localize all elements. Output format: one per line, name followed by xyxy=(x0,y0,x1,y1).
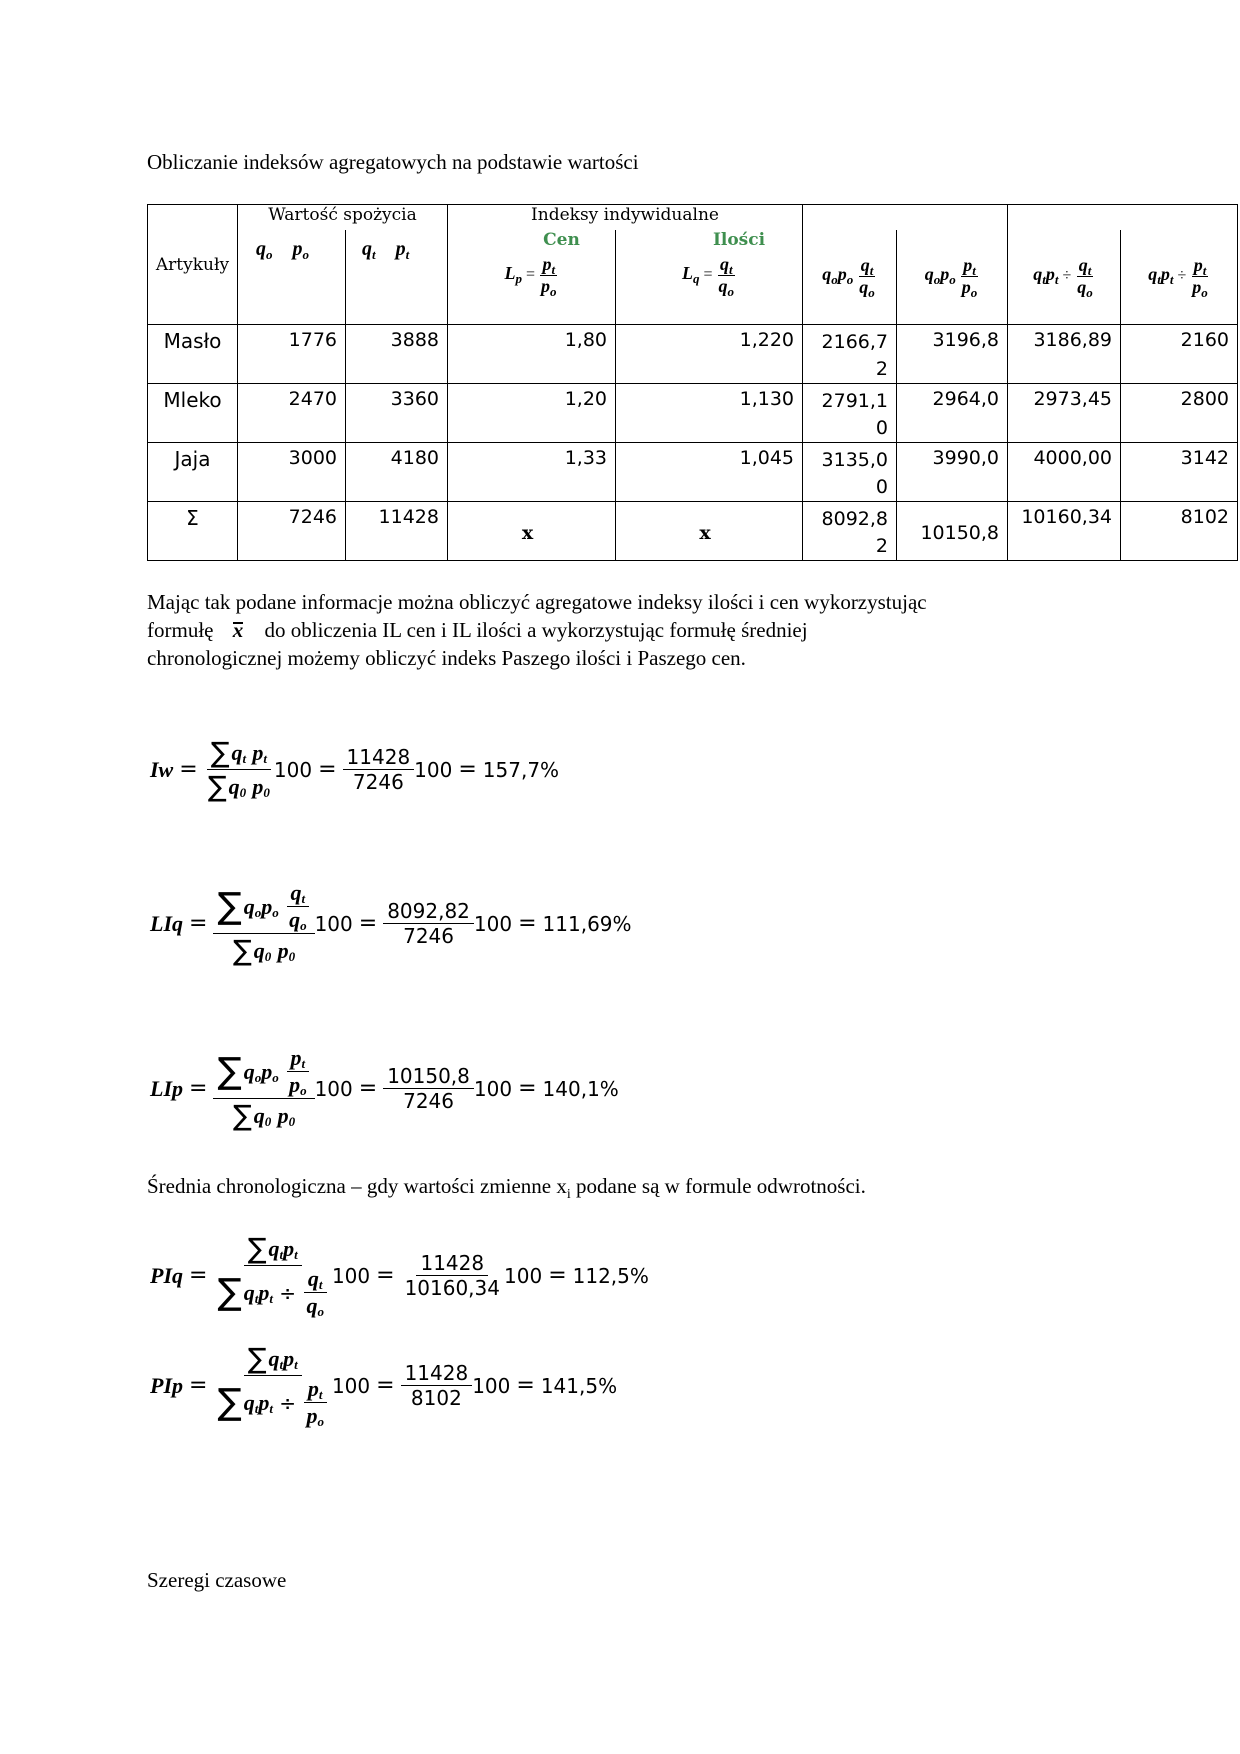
formula-iw: Iw = ∑ q t p t ∑ q 0 p 0 100 = $\frac{11428}{7246}$ 100 = 157,7% xyxy=(150,736,560,803)
paragraph-intro xyxy=(147,588,1207,672)
wartosc-header: Wartość spożycia xyxy=(238,205,448,230)
cell: x xyxy=(616,502,803,561)
cell: 1,045 xyxy=(616,443,803,502)
table-row xyxy=(148,384,1238,443)
cell: 3135,0 0 xyxy=(803,443,897,502)
header-ilosci: Ilości $L_q$ = $\frac{q_t}{q_o}$ xyxy=(616,230,803,325)
cell: 10150,8 xyxy=(897,502,1008,561)
cell: 2166,7 2 xyxy=(803,325,897,384)
cell: 7246 xyxy=(238,502,346,561)
cell: 2800 xyxy=(1121,384,1238,443)
cell: 3196,8 xyxy=(897,325,1008,384)
cell: 2470 xyxy=(238,384,346,443)
header-qopo-qt-qo: $q_op_o$ $\frac{q_t}{q_o}$ xyxy=(803,230,897,325)
artykuly-header: Artykuły xyxy=(148,205,238,325)
row-label: Masło xyxy=(148,325,238,384)
cell: 4180 xyxy=(346,443,448,502)
cell: 1,33 xyxy=(448,443,616,502)
indeksy-header: Indeksy indywidualne xyxy=(448,205,803,230)
paragraph-line: formułę x do obliczenia IL cen i IL ilości a wykorzystując formułę średniej xyxy=(147,618,808,642)
header-qopo-pt-po: $q_op_o$ $\frac{p_t}{p_o}$ xyxy=(897,230,1008,325)
cell: 8102 xyxy=(1121,502,1238,561)
row-label: Jaja xyxy=(148,443,238,502)
table-row xyxy=(148,325,1238,384)
cell: 11428 xyxy=(346,502,448,561)
page-title: Obliczanie indeksów agregatowych na podstawie wartości xyxy=(147,150,639,174)
cell: 1776 xyxy=(238,325,346,384)
ilosci-fraction: $\frac{q_t}{q_o}$ xyxy=(718,253,735,299)
cen-label: Cen xyxy=(543,229,580,250)
cell: 3888 xyxy=(346,325,448,384)
cell: 3186,89 xyxy=(1008,325,1121,384)
cell: 3000 xyxy=(238,443,346,502)
header-qtpt-div-pt-po: $q_tp_t$ ÷ $\frac{p_t}{p_o}$ xyxy=(1121,230,1238,325)
paragraph-line: Mając tak podane informacje można obliczyć agregatowe indeksy ilości i cen wykorzystując xyxy=(147,590,927,614)
section-heading: Szeregi czasowe xyxy=(147,1568,287,1592)
cell: 3142 xyxy=(1121,443,1238,502)
cell: x xyxy=(448,502,616,561)
formula-lip: LIp = ∑ q o p o p t p o ∑ q 0 p 0 100 = $\frac{10150,8}{7246}$ 100 = 140,1% xyxy=(150,1045,619,1132)
cell: 10160,34 xyxy=(1008,502,1121,561)
cell: 3990,0 xyxy=(897,443,1008,502)
cen-fraction: $\frac{p_t}{p_o}$ xyxy=(541,253,557,299)
header-qo-po: $q_o$ $p_o$ xyxy=(238,230,346,325)
row-label: Σ xyxy=(148,502,238,561)
cell: 1,20 xyxy=(448,384,616,443)
cell: 8092,8 2 xyxy=(803,502,897,561)
paragraph-line: chronologicznej możemy obliczyć indeks Paszego ilości i Paszego cen. xyxy=(147,646,746,670)
paragraph-chronological: Średnia chronologiczna – gdy wartości zmienne $x_i$ podane są w formule odwrotności. xyxy=(147,1174,866,1203)
index-table xyxy=(147,204,1238,561)
formula-liq: LIq = ∑ q o p o q t q o ∑ q 0 p 0 100 = $\frac{8092,82}{7246}$ 100 = 111,69% xyxy=(150,880,632,967)
cell: 2973,45 xyxy=(1008,384,1121,443)
cell: 1,220 xyxy=(616,325,803,384)
cell: 1,130 xyxy=(616,384,803,443)
cell: 2791,1 0 xyxy=(803,384,897,443)
x-bar-symbol: x xyxy=(232,618,244,642)
cell: 2964,0 xyxy=(897,384,1008,443)
header-qt-pt: $q_t$ $p_t$ xyxy=(346,230,448,325)
empty-header-2 xyxy=(1008,205,1238,230)
empty-header-1 xyxy=(803,205,1008,230)
formula-piq: PIq = ∑ q t p t ∑ q t p t ÷ q t q o 100 = $\frac{11428}{10160,34}$ 100 = 112,5% xyxy=(150,1232,649,1319)
header-qtpt-div-qt-qo: $q_tp_t$ ÷ $\frac{q_t}{q_o}$ xyxy=(1008,230,1121,325)
table-row-sum xyxy=(148,502,1238,561)
ilosci-label: Ilości xyxy=(712,229,766,250)
cell: 2160 xyxy=(1121,325,1238,384)
cell: 3360 xyxy=(346,384,448,443)
header-cen: Cen $L_p$ = $\frac{p_t}{p_o}$ xyxy=(448,230,616,325)
cell: 1,80 xyxy=(448,325,616,384)
table-row xyxy=(148,443,1238,502)
formula-pip: PIp = ∑ q t p t ∑ q t p t ÷ p t p o 100 = $\frac{11428}{8102}$ 100 = 141,5% xyxy=(150,1342,618,1429)
row-label: Mleko xyxy=(148,384,238,443)
cell: 4000,00 xyxy=(1008,443,1121,502)
